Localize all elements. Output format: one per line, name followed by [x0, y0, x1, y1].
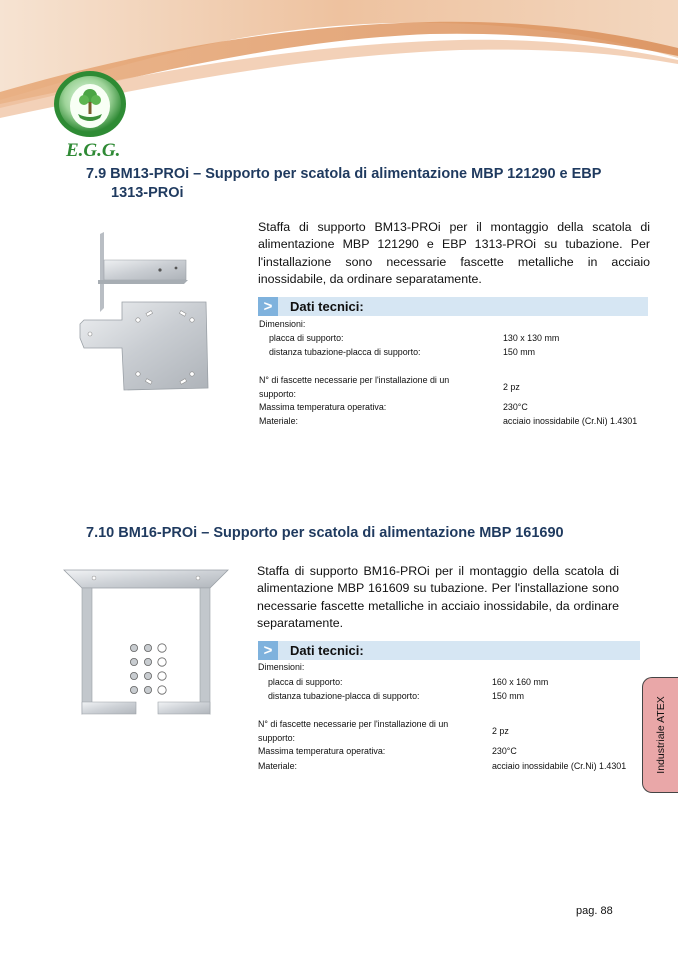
spec-label: Dimensioni: — [258, 662, 305, 672]
chevron-right-icon: > — [258, 641, 278, 660]
logo — [52, 68, 134, 160]
dati-tecnici-title: Dati tecnici: — [290, 643, 364, 658]
section-description — [257, 563, 619, 633]
dati-tecnici-title: Dati tecnici: — [290, 299, 364, 314]
page-number: pag. 88 — [576, 905, 613, 917]
description-line: separatamente. — [257, 616, 344, 631]
spec-label: distanza tubazione-placca di supporto: — [269, 347, 421, 357]
spec-label: Massima temperatura operativa: — [258, 746, 386, 756]
section-title: 7.10 BM16-PROi – Supporto per scatola di alimentazione MBP 161690 — [86, 525, 564, 541]
spec-label: supporto: — [258, 733, 296, 743]
spec-label: N° di fascette necessarie per l'installazione di un — [259, 375, 450, 385]
side-tab-label: Industriale ATEX — [655, 696, 667, 774]
dati-tecnici-header — [258, 297, 648, 316]
spec-table — [258, 661, 640, 773]
spec-value: 160 x 160 mm — [492, 677, 549, 687]
spec-label: N° di fascette necessarie per l'installazione di un — [258, 719, 449, 729]
spec-value: 150 mm — [492, 691, 525, 701]
section-title: 7.9 BM13-PROi – Supporto per scatola di alimentazione MBP 121290 e EBP — [86, 166, 602, 182]
bm16-bracket-image — [62, 566, 232, 718]
spec-value: 130 x 130 mm — [503, 333, 560, 343]
spec-label: Massima temperatura operativa: — [259, 402, 387, 412]
description-line: Staffa di supporto BM13-PROi per il montaggio della scatola di — [258, 220, 650, 234]
section-description — [258, 219, 650, 289]
spec-value: 150 mm — [503, 347, 536, 357]
bm13-bracket-image — [76, 228, 216, 400]
side-tab-industriale-atex[interactable] — [642, 677, 678, 793]
spec-label: distanza tubazione-placca di supporto: — [268, 691, 420, 701]
egg-logo-icon — [52, 68, 134, 140]
spec-value: 230°C — [503, 402, 528, 412]
spec-value: 2 pz — [503, 382, 520, 392]
spec-value: acciaio inossidabile (Cr.Ni) 1.4301 — [492, 761, 627, 771]
spec-table — [259, 318, 651, 428]
description-line: l'installazione sono necessarie fascette metalliche in acciaio — [258, 254, 650, 269]
spec-label: Dimensioni: — [259, 319, 306, 329]
spec-label: Materiale: — [259, 416, 298, 426]
description-line: Staffa di supporto BM16-PROi per il montaggio della scatola di — [257, 564, 619, 578]
spec-label: placca di supporto: — [268, 677, 343, 687]
spec-value: 2 pz — [492, 726, 509, 736]
spec-value: 230°C — [492, 746, 517, 756]
spec-value: acciaio inossidabile (Cr.Ni) 1.4301 — [503, 416, 638, 426]
dati-tecnici-header — [258, 641, 640, 660]
spec-label: supporto: — [259, 389, 297, 399]
logo-text: E.G.G. — [66, 140, 121, 161]
spec-label: Materiale: — [258, 761, 297, 771]
description-line: inossidabile, da ordinare separatamente. — [258, 272, 482, 287]
chevron-right-icon: > — [258, 297, 278, 316]
description-line: alimentazione MBP 121290 e EBP 1313-PROi su tubazione. Per — [258, 237, 650, 252]
section-title-continued: 1313-PROi — [111, 185, 184, 201]
description-line: necessarie fascette metalliche in acciaio inossidabile, da ordinare — [257, 598, 619, 613]
description-line: alimentazione MBP 161609 su tubazione. Per l'installazione sono — [257, 581, 619, 596]
spec-label: placca di supporto: — [269, 333, 344, 343]
